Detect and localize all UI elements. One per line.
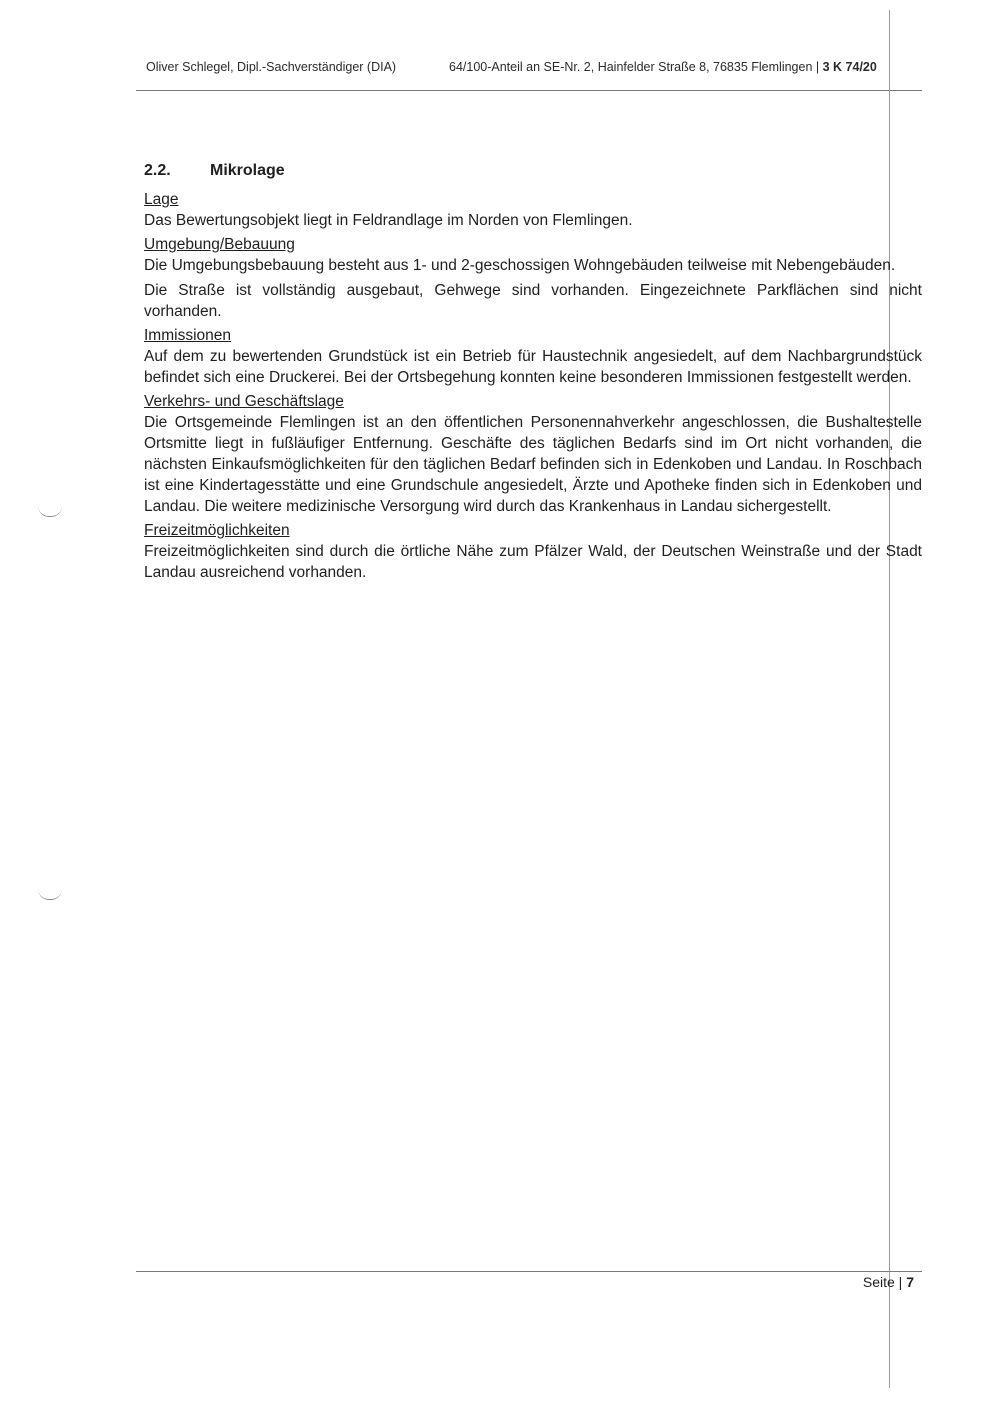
footer-separator: | bbox=[898, 1274, 903, 1290]
paragraph-freizeit: Freizeitmöglichkeiten sind durch die örtliche Nähe zum Pfälzer Wald, der Deutschen Weinstraße und der Stadt Landau ausreichend vorhanden. bbox=[144, 543, 922, 581]
punch-hole-mark bbox=[38, 506, 62, 517]
footer-page-label: Seite bbox=[862, 1274, 895, 1290]
punch-hole-mark bbox=[38, 889, 62, 900]
subheading-freizeit: Freizeitmöglichkeiten bbox=[144, 522, 290, 539]
paragraph-umgebung-1: Die Umgebungsbebauung besteht aus 1- und 2-geschossigen Wohngebäuden teilweise mit Nebengebäuden. bbox=[144, 257, 896, 274]
header-case-number: 3 K 74/20 bbox=[822, 60, 877, 74]
header-author: Oliver Schlegel, Dipl.-Sachverständiger (DIA) bbox=[146, 60, 397, 74]
subheading-immissionen: Immissionen bbox=[144, 327, 231, 344]
header-property-text: 64/100-Anteil an SE-Nr. 2, Hainfelder Straße 8, 76835 Flemlingen bbox=[449, 60, 813, 74]
paragraph-verkehr: Die Ortsgemeinde Flemlingen ist an den öffentlichen Personennahverkehr angeschlossen, die Bushaltestelle Ortsmitte liegt in fußläufiger Entfernung. Geschäfte des täglichen Bedarfs sind im Ort nicht vorhanden, die nächsten Einkaufsmöglichkeiten für den täglichen Bedarf befinden sich in Edenkoben und Landau. In Roschbach ist eine Kindertagesstätte und eine Grundschule angesiedelt, Ärzte und Apotheke finden sich in Edenkoben und Landau. Die weitere medizinische Versorgung wird durch das Krankenhaus in Landau sichergestellt. bbox=[144, 414, 922, 515]
section-number: 2.2. bbox=[144, 162, 171, 179]
header-rule bbox=[136, 90, 922, 91]
footer-page-number: 7 bbox=[906, 1274, 914, 1290]
page-footer bbox=[863, 1274, 914, 1290]
subheading-lage: Lage bbox=[144, 191, 179, 208]
section-title: Mikrolage bbox=[210, 162, 285, 179]
header-property bbox=[449, 60, 877, 74]
subheading-umgebung: Umgebung/Bebauung bbox=[144, 236, 295, 253]
section-heading bbox=[144, 160, 922, 182]
page-content bbox=[144, 160, 922, 583]
footer-rule bbox=[136, 1271, 922, 1272]
subheading-verkehr: Verkehrs- und Geschäftslage bbox=[144, 393, 344, 410]
paragraph-immissionen: Auf dem zu bewertenden Grundstück ist ein Betrieb für Haustechnik angesiedelt, auf dem Nachbargrundstück befindet sich eine Druckerei. Bei der Ortsbegehung konnten keine besonderen Immissionen festgestellt werden. bbox=[144, 348, 922, 386]
paragraph-lage: Das Bewertungsobjekt liegt in Feldrandlage im Norden von Flemlingen. bbox=[144, 212, 633, 229]
header-separator: | bbox=[815, 60, 820, 74]
paragraph-umgebung-2: Die Straße ist vollständig ausgebaut, Gehwege sind vorhanden. Eingezeichnete Parkflächen sind nicht vorhanden. bbox=[144, 282, 922, 320]
